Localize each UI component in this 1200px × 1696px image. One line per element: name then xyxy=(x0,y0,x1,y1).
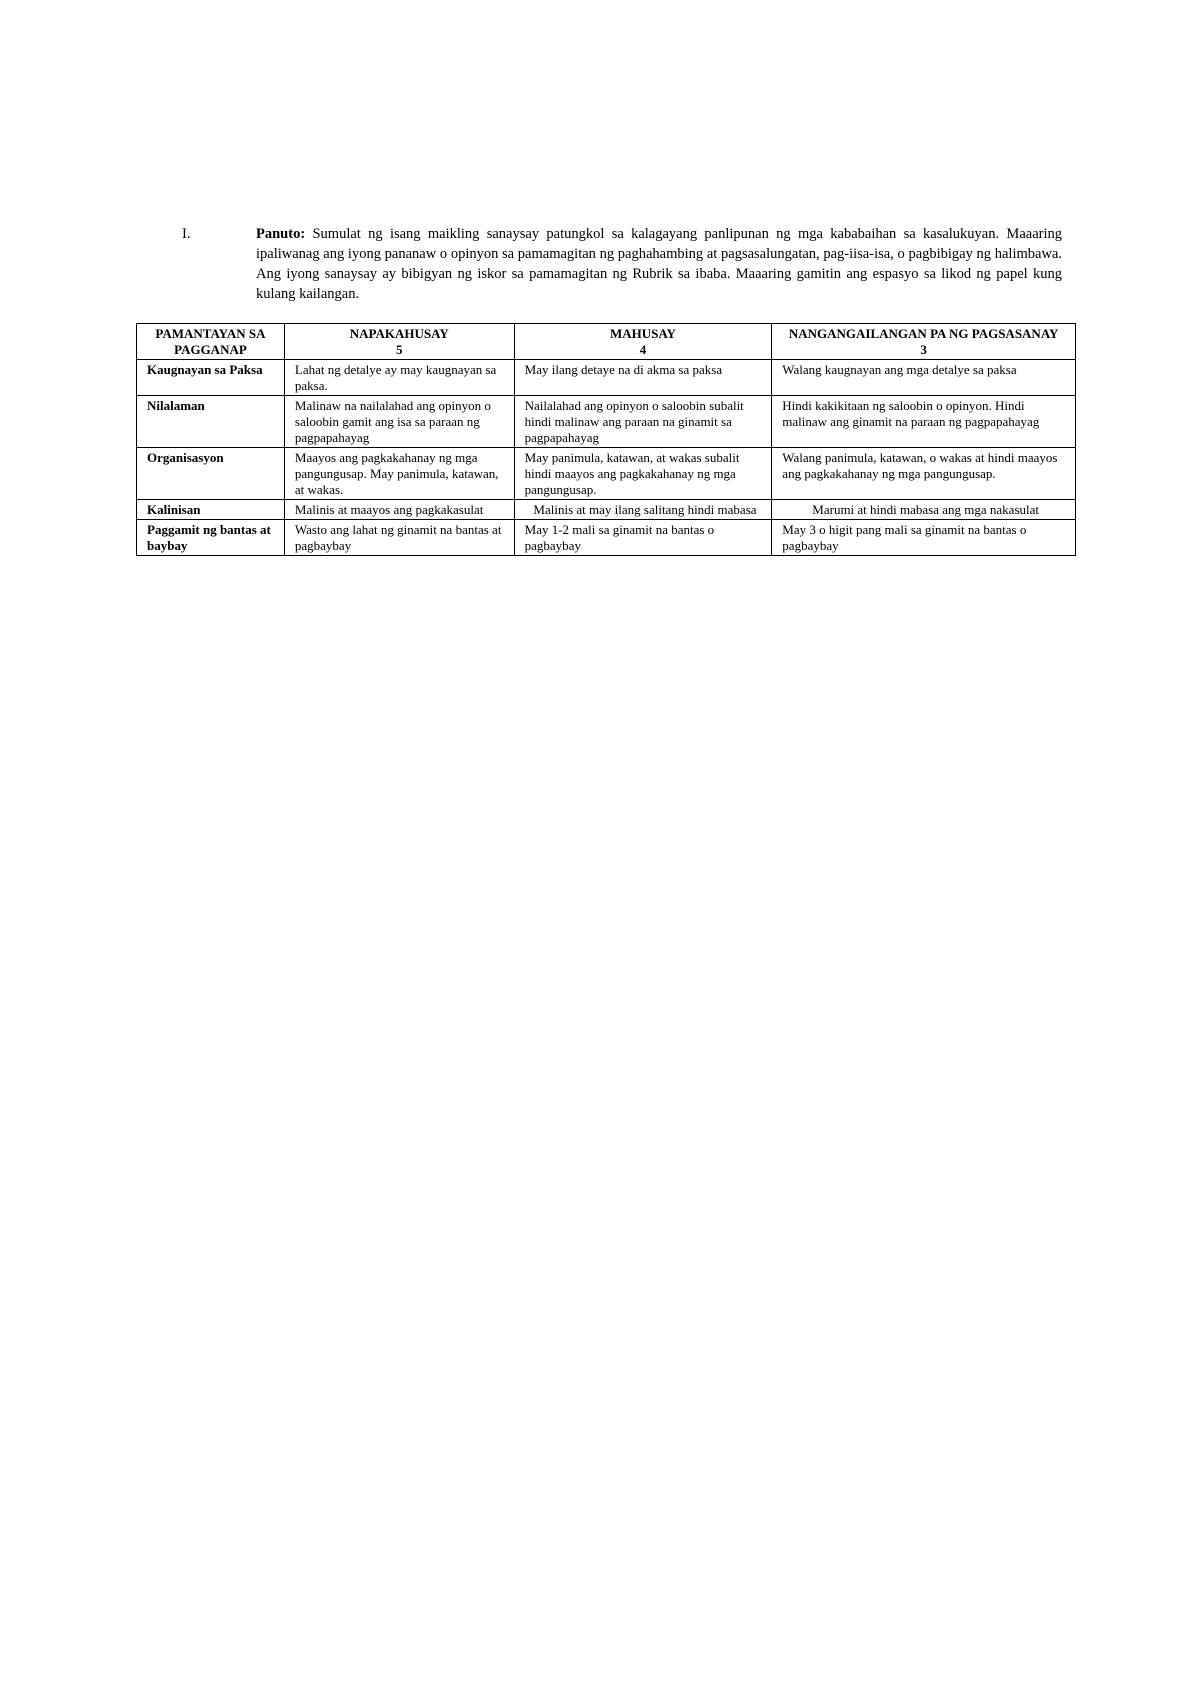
header-title: MAHUSAY xyxy=(609,326,676,341)
table-row xyxy=(137,396,1076,448)
descriptor-cell: Hindi kakikitaan ng saloobin o opinyon. Hindi malinaw ang ginamit na paraan ng pagpapahayag xyxy=(772,396,1076,448)
header-level-5 xyxy=(284,324,514,360)
criterion-cell: Kaugnayan sa Paksa xyxy=(137,360,285,396)
criterion-cell: Nilalaman xyxy=(137,396,285,448)
instruction-text: Sumulat ng isang maikling sanaysay patungkol sa kalagayang panlipunan ng mga kababaihan sa kasalukuyan. Maaaring ipaliwanag ang iyong pananaw o opinyon sa pamamagitan ng paghahambing at pagsasalungatan, pag-iisa-isa, o pagbibigay ng halimbawa. Ang iyong sanaysay ay bibigyan ng iskor sa pamamagitan ng Rubrik sa ibaba. Maaaring gamitin ang espasyo sa likod ng papel kung kulang kailangan. xyxy=(256,226,1062,302)
table-row xyxy=(137,448,1076,500)
instruction-label: Panuto: xyxy=(256,226,306,242)
rubric-table xyxy=(136,323,1076,556)
descriptor-cell: Walang kaugnayan ang mga detalye sa paksa xyxy=(772,360,1076,396)
descriptor-cell: Maayos ang pagkakahanay ng mga pangungusap. May panimula, katawan, at wakas. xyxy=(284,448,514,500)
header-score: 3 xyxy=(920,342,927,357)
table-row xyxy=(137,360,1076,396)
rubric-header-row xyxy=(137,324,1076,360)
instruction-paragraph xyxy=(256,224,1062,304)
table-row xyxy=(137,500,1076,520)
header-score: 4 xyxy=(639,342,647,357)
descriptor-cell: May ilang detaye na di akma sa paksa xyxy=(514,360,772,396)
criterion-cell: Kalinisan xyxy=(137,500,285,520)
header-level-4 xyxy=(514,324,772,360)
header-title: NAPAKAHUSAY xyxy=(349,326,449,341)
descriptor-cell: May panimula, katawan, at wakas subalit hindi maayos ang pagkakahanay ng mga pangungusap. xyxy=(514,448,772,500)
header-title: NANGANGAILANGAN PA NG PAGSASANAY xyxy=(788,326,1059,341)
section-number: I. xyxy=(182,226,191,242)
header-level-3 xyxy=(772,324,1076,360)
header-title: PAMANTAYAN SA PAGGANAP xyxy=(155,326,266,357)
descriptor-cell: May 3 o higit pang mali sa ginamit na bantas o pagbaybay xyxy=(772,520,1076,556)
descriptor-cell: Wasto ang lahat ng ginamit na bantas at pagbaybay xyxy=(284,520,514,556)
criterion-cell: Paggamit ng bantas at baybay xyxy=(137,520,285,556)
descriptor-cell: Walang panimula, katawan, o wakas at hindi maayos ang pagkakahanay ng mga pangungusap. xyxy=(772,448,1076,500)
descriptor-cell: Marumi at hindi mabasa ang mga nakasulat xyxy=(772,500,1076,520)
descriptor-cell: Nailalahad ang opinyon o saloobin subalit hindi malinaw ang paraan na ginamit sa pagpapahayag xyxy=(514,396,772,448)
header-criteria xyxy=(137,324,285,360)
descriptor-cell: Malinis at may ilang salitang hindi mabasa xyxy=(514,500,772,520)
descriptor-cell: Malinaw na nailalahad ang opinyon o saloobin gamit ang isa sa paraan ng pagpapahayag xyxy=(284,396,514,448)
instruction-block xyxy=(182,224,1062,304)
descriptor-cell: May 1-2 mali sa ginamit na bantas o pagbaybay xyxy=(514,520,772,556)
table-row xyxy=(137,520,1076,556)
criterion-cell: Organisasyon xyxy=(137,448,285,500)
descriptor-cell: Malinis at maayos ang pagkakasulat xyxy=(284,500,514,520)
header-score: 5 xyxy=(396,342,403,357)
descriptor-cell: Lahat ng detalye ay may kaugnayan sa paksa. xyxy=(284,360,514,396)
